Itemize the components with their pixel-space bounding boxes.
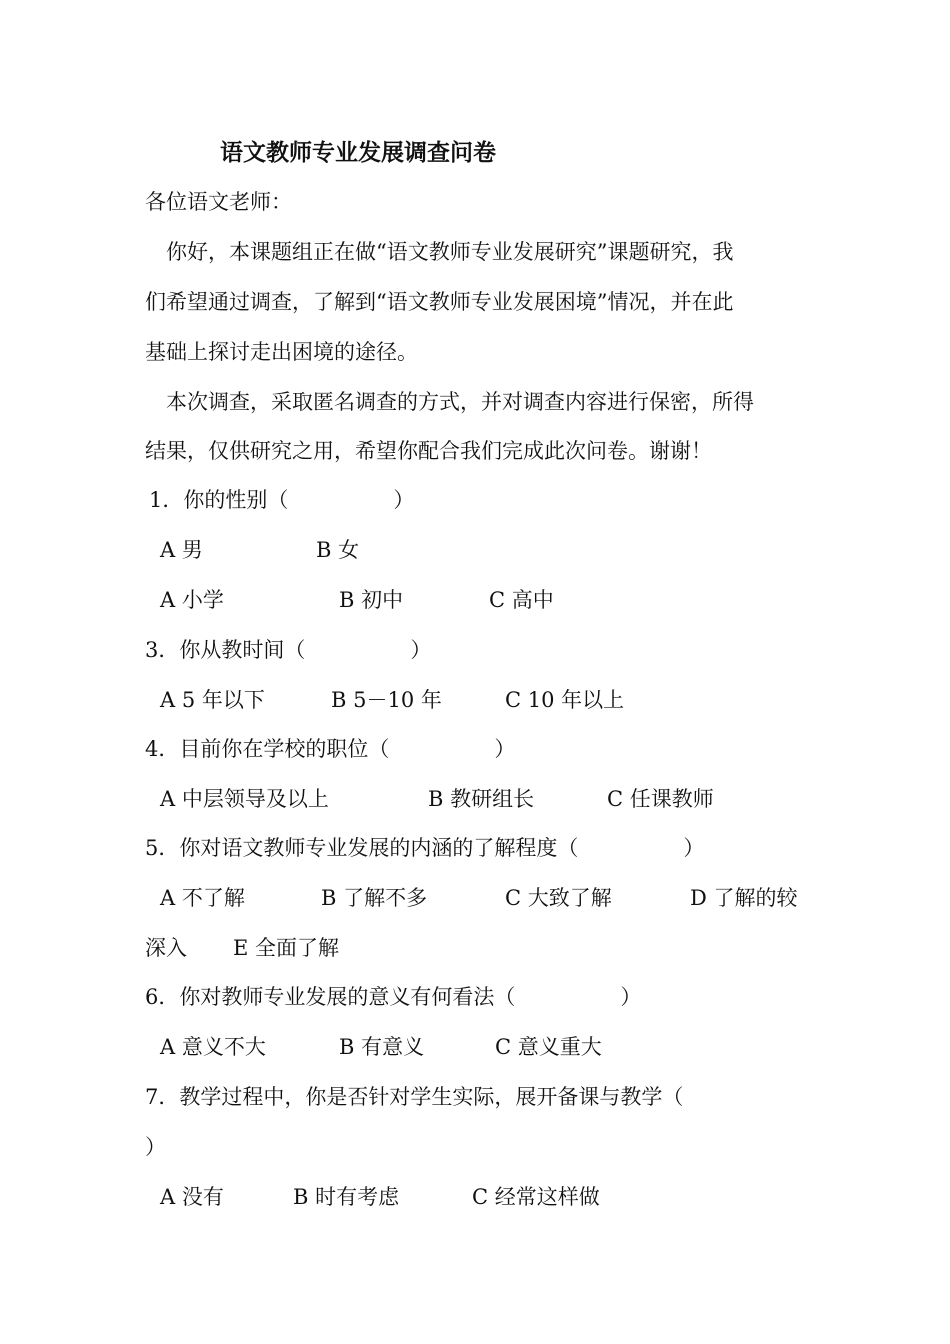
option-q1-b[interactable]: B 女 [316, 538, 360, 562]
question-1: 1．你的性别（ ） [149, 488, 415, 512]
option-q3-c[interactable]: C 10 年以上 [505, 688, 625, 712]
option-q5-d[interactable]: D 了解的较 [690, 886, 798, 910]
option-q5-d-continued[interactable]: 深入 [145, 936, 187, 960]
question-4: 4．目前你在学校的职位（ ） [145, 737, 516, 761]
option-q3-b[interactable]: B 5－10 年 [331, 688, 442, 712]
page-title: 语文教师专业发展调查问卷 [220, 139, 496, 166]
option-q4-b[interactable]: B 教研组长 [428, 787, 535, 811]
option-q4-a[interactable]: A 中层领导及以上 [160, 787, 329, 811]
option-q6-c[interactable]: C 意义重大 [495, 1035, 602, 1059]
question-5: 5．你对语文教师专业发展的内涵的了解程度（ ） [145, 836, 705, 860]
intro-line-3: 基础上探讨走出困境的途径。 [145, 340, 418, 364]
option-q3-a[interactable]: A 5 年以下 [160, 688, 265, 712]
option-q5-a[interactable]: A 不了解 [160, 886, 245, 910]
option-q5-e[interactable]: E 全面了解 [233, 936, 340, 960]
question-7: 7．教学过程中，你是否针对学生实际，展开备课与教学（ [145, 1085, 684, 1109]
intro-line-2: 们希望通过调查，了解到“语文教师专业发展困境”情况，并在此 [145, 290, 734, 314]
intro-line-5: 结果，仅供研究之用，希望你配合我们完成此次问卷。谢谢！ [145, 439, 712, 463]
question-6: 6．你对教师专业发展的意义有何看法（ ） [145, 985, 642, 1009]
option-q7-a[interactable]: A 没有 [160, 1185, 224, 1209]
option-q7-c[interactable]: C 经常这样做 [472, 1185, 600, 1209]
option-q6-b[interactable]: B 有意义 [339, 1035, 425, 1059]
intro-line-4: 本次调查，采取匿名调查的方式，并对调查内容进行保密，所得 [166, 390, 754, 414]
option-q1-a[interactable]: A 男 [160, 538, 203, 562]
option-q5-b[interactable]: B 了解不多 [321, 886, 428, 910]
option-q6-a[interactable]: A 意义不大 [160, 1035, 266, 1059]
option-q2-c[interactable]: C 高中 [489, 588, 554, 612]
greeting: 各位语文老师： [145, 190, 292, 214]
question-3: 3．你从教时间（ ） [145, 638, 432, 662]
option-q5-c[interactable]: C 大致了解 [505, 886, 612, 910]
option-q4-c[interactable]: C 任课教师 [607, 787, 714, 811]
question-7-continued: ） [145, 1135, 166, 1159]
option-q7-b[interactable]: B 时有考虑 [293, 1185, 400, 1209]
option-q2-a[interactable]: A 小学 [160, 588, 224, 612]
intro-line-1: 你好，本课题组正在做“语文教师专业发展研究”课题研究，我 [166, 240, 734, 264]
option-q2-b[interactable]: B 初中 [339, 588, 404, 612]
